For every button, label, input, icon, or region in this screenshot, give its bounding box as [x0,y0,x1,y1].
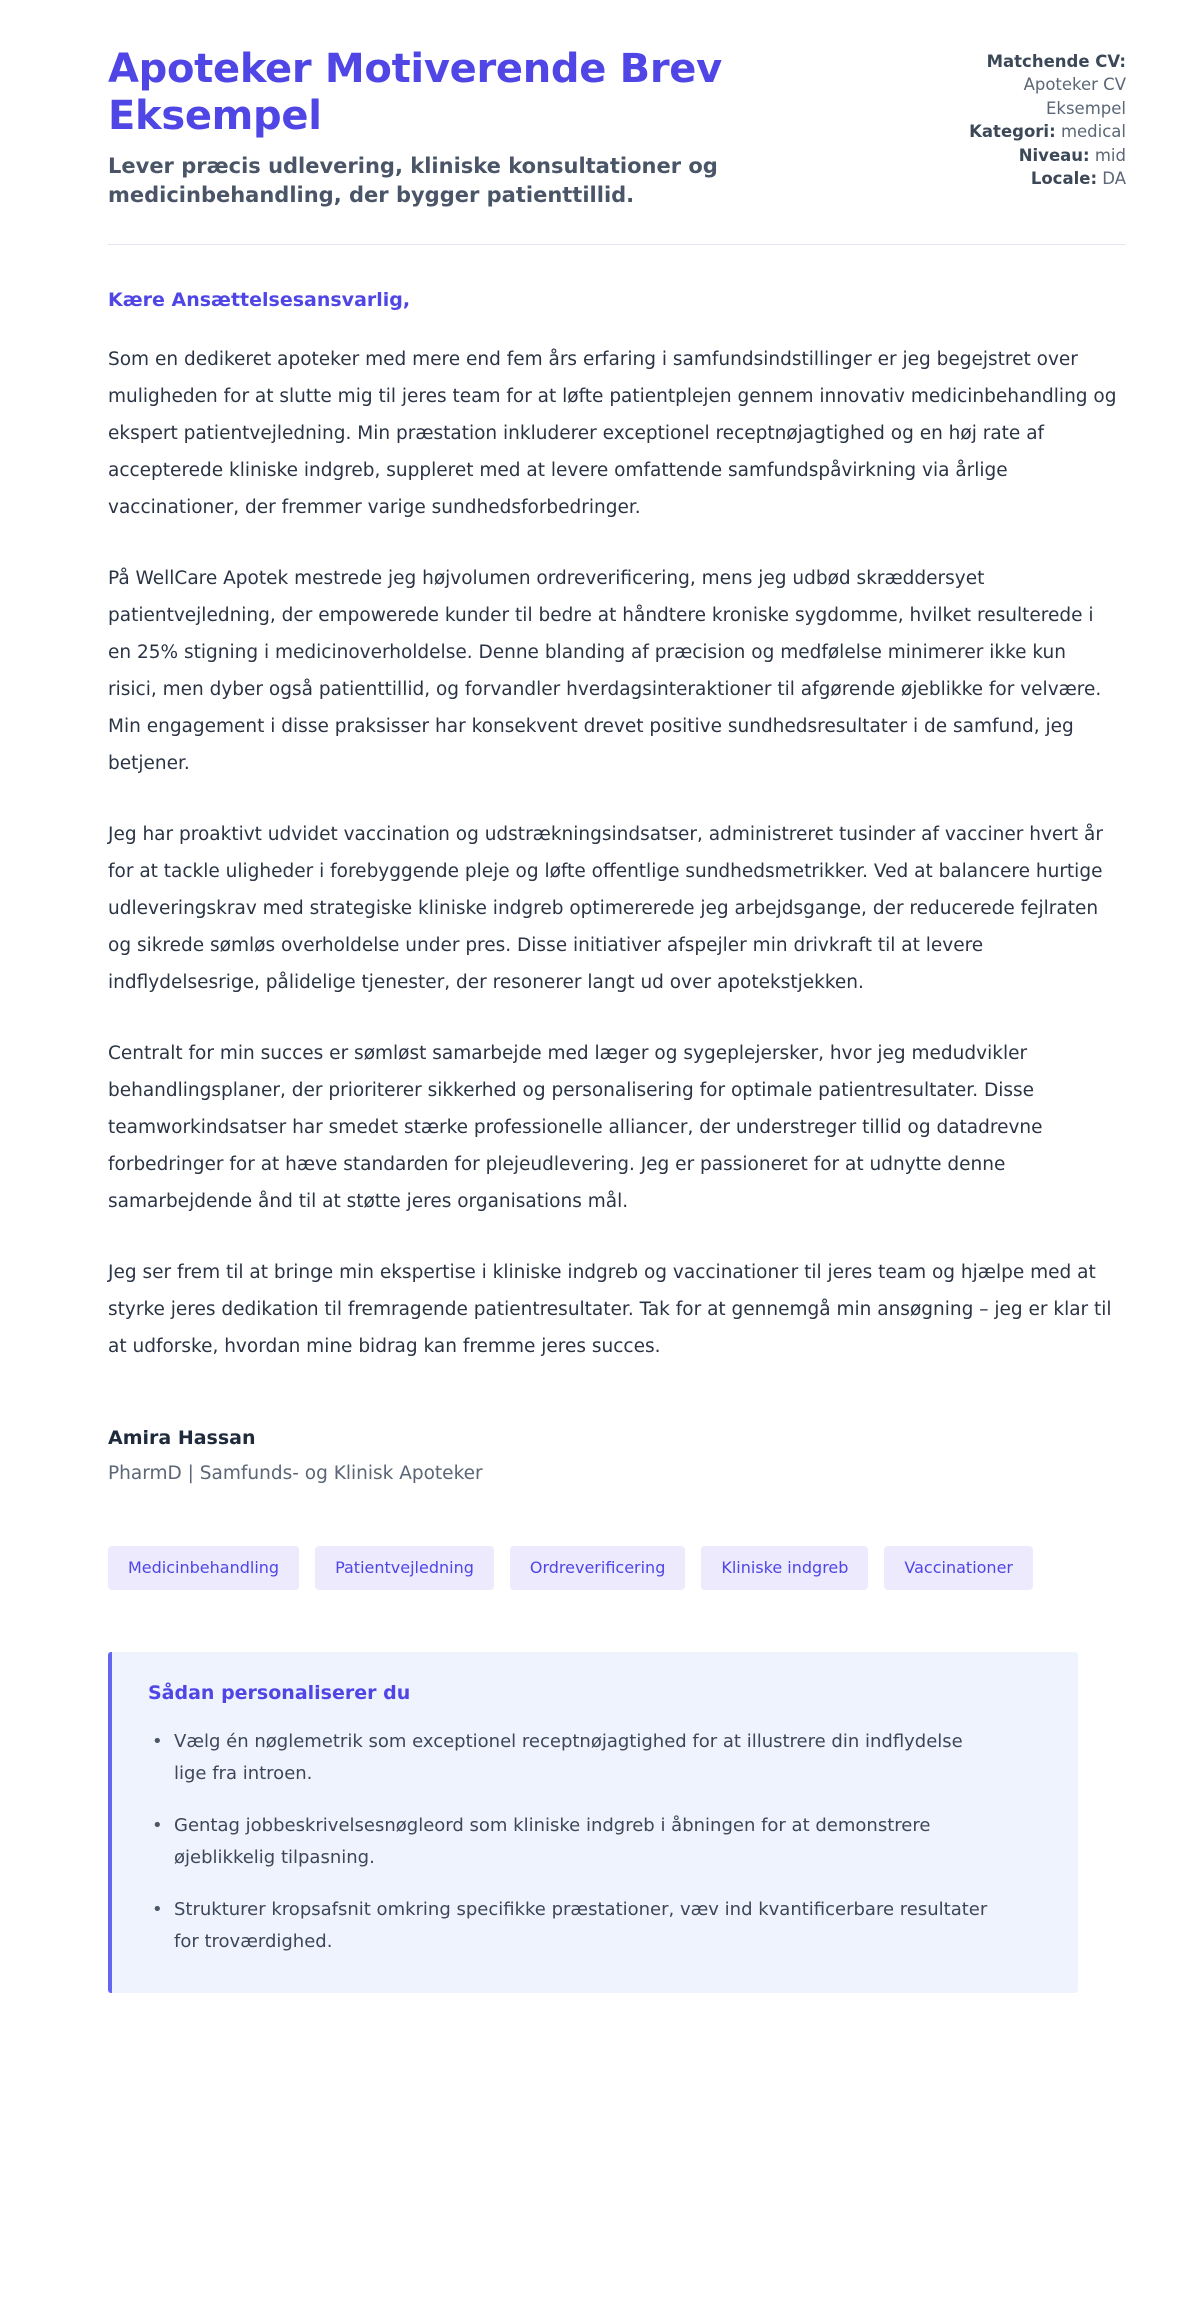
document-meta-panel [936,46,1126,191]
letter-salutation: Kære Ansættelsesansvarlig, [108,289,411,312]
signature-name: Amira Hassan [108,1427,256,1450]
tips-title: Sådan personaliserer du [148,1682,411,1705]
letter-signature [108,1427,1126,1484]
letter-paragraphs [108,341,1126,1365]
tag-chip[interactable]: Kliniske indgreb [701,1546,868,1590]
letter-paragraph: Jeg ser frem til at bringe min ekspertise i kliniske indgreb og vaccinationer til jeres team og hjælpe med at styrke jeres dedikation til fremragende patientresultater. Tak for at gennemgå min ansøgning – jeg er klar til at udforske, hvordan mine bidrag kan fremme jeres succes. [108,1262,1112,1358]
letter-paragraph: Som en dedikeret apoteker med mere end fem års erfaring i samfundsindstillinger er jeg begejstret over muligheden for at slutte mig til jeres team for at løfte patientplejen gennem innovativ medicinbehandling og ekspert patientvejledning. Min præstation inkluderer exceptionel receptnøjagtighed og en høj rate af accepterede kliniske indgreb, suppleret med at levere omfattende samfundspåvirkning via årlige vaccinationer, der fremmer varige sundhedsforbedringer. [108,349,1117,519]
letter-paragraph: Jeg har proaktivt udvidet vaccination og udstrækningsindsatser, administreret tusinder af vacciner hvert år for at tackle uligheder i forebyggende pleje og løfte offentlige sundhedsmetrikker. Ved at balancere hurtige udleveringskrav med strategiske kliniske indgreb optimererede jeg arbejdsgange, der reducerede fejlraten og sikrede sømløs overholdelse under pres. Disse initiativer afspejler min drivkraft til at levere indflydelsesrige, pålidelige tjenester, der resonerer langt ud over apotekstjekken. [108,824,1103,994]
meta-label-level: Niveau: [1018,145,1090,165]
tips-list-item: • Strukturer kropsafsnit omkring specifikke præstationer, væv ind kvantificerbare resultater for troværdighed. [148,1894,988,1958]
meta-row-matching-cv [936,50,1126,120]
personalization-tips-callout [108,1652,1078,1992]
page-title: Apoteker Motiverende Brev Eksempel [108,46,722,140]
meta-row-level [936,144,1126,167]
tips-list [148,1726,1042,1958]
meta-row-locale [936,167,1126,190]
letter-paragraph: Centralt for min succes er sømløst samarbejde med læger og sygeplejersker, hvor jeg medudvikler behandlingsplaner, der prioriterer sikkerhed og personalisering for optimale patientresultater. Disse teamworkindsatser har smedet stærke professionelle alliancer, der understreger tillid og datadrevne forbedringer for at hæve standarden for plejeudlevering. Jeg er passioneret for at udnytte denne samarbejdende ånd til at støtte jeres organisations mål. [108,1043,1043,1213]
header-title-block [108,46,808,210]
meta-value-locale: DA [1102,169,1126,189]
tips-list-item: • Vælg én nøglemetrik som exceptionel receptnøjagtighed for at illustrere din indflydelse lige fra introen. [148,1726,988,1790]
meta-label-locale: Locale: [1030,169,1098,189]
meta-label-category: Kategori: [969,122,1056,142]
tag-chip[interactable]: Ordreverificering [510,1546,686,1590]
document-header [108,46,1126,245]
tag-chip[interactable]: Medicinbehandling [108,1546,299,1590]
page-subtitle: Lever præcis udlevering, kliniske konsultationer og medicinbehandling, der bygger patienttillid. [108,154,718,208]
meta-value-matching-cv: Apoteker CV Eksempel [1023,75,1126,118]
meta-label-matching-cv: Matchende CV: [986,52,1126,71]
tag-chip[interactable]: Patientvejledning [315,1546,494,1590]
cover-letter-body [108,245,1126,1992]
tag-list [108,1546,1126,1590]
letter-paragraph: På WellCare Apotek mestrede jeg højvolumen ordreverificering, mens jeg udbød skræddersyet patientvejledning, der empowerede kunder til bedre at håndtere kroniske sygdomme, hvilket resulterede i en 25% stigning i medicinoverholdelse. Denne blanding af præcision og medfølelse minimerer ikke kun risici, men dyber også patienttillid, og forvandler hverdagsinteraktioner til afgørende øjeblikke for velvære. Min engagement i disse praksisser har konsekvent drevet positive sundhedsresultater i de samfund, jeg betjener. [108,568,1102,775]
meta-row-category [936,120,1126,143]
signature-role: PharmD | Samfunds- og Klinisk Apoteker [108,1463,483,1485]
meta-value-category: medical [1060,122,1126,142]
meta-value-level: mid [1094,145,1126,165]
tag-chip[interactable]: Vaccinationer [884,1546,1033,1590]
tips-list-item: • Gentag jobbeskrivelsesnøgleord som kliniske indgreb i åbningen for at demonstrere øjeblikkelig tilpasning. [148,1810,988,1874]
